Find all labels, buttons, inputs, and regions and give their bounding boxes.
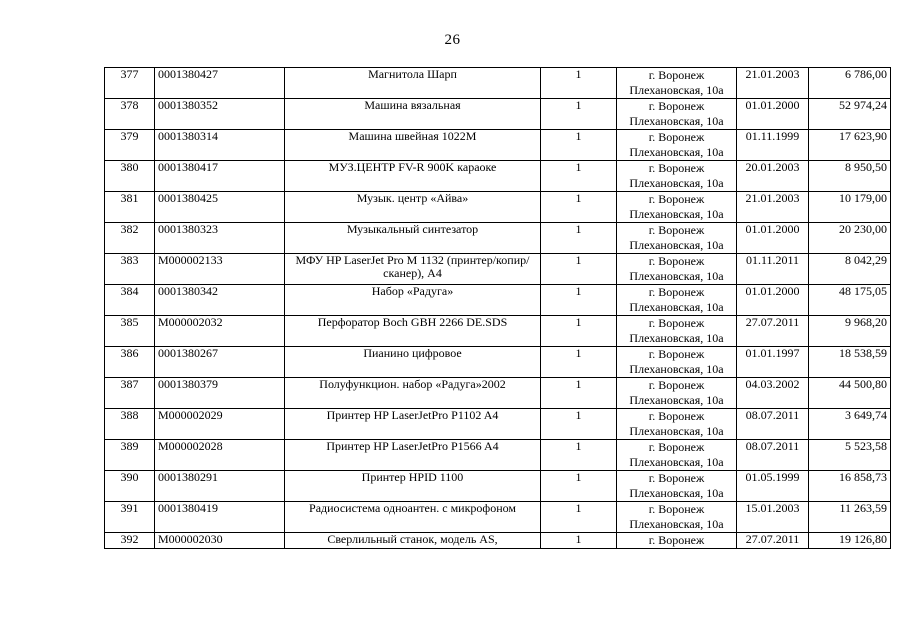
inventory-code-cell: 0001380291	[155, 471, 285, 502]
cost-cell: 9 968,20	[809, 316, 891, 347]
location-address: Плехановская, 10а	[629, 83, 724, 97]
location-cell	[617, 68, 737, 99]
row-number-cell: 391	[105, 502, 155, 533]
location-address: Плехановская, 10а	[629, 424, 724, 438]
table-row	[105, 347, 891, 378]
location-city: г. Воронеж	[648, 440, 705, 454]
cost-cell: 5 523,58	[809, 440, 891, 471]
quantity-cell: 1	[541, 223, 617, 254]
quantity-cell: 1	[541, 347, 617, 378]
date-cell: 20.01.2003	[737, 161, 809, 192]
quantity-cell: 1	[541, 130, 617, 161]
inventory-code-cell: 0001380323	[155, 223, 285, 254]
quantity-cell: 1	[541, 533, 617, 549]
location-address: Плехановская, 10а	[629, 269, 724, 283]
inventory-code-cell: M000002133	[155, 254, 285, 285]
table-row	[105, 285, 891, 316]
item-name-cell: МФУ HP LaserJet Pro M 1132 (принтер/копир/сканер), А4	[285, 254, 541, 285]
location-address: Плехановская, 10а	[629, 114, 724, 128]
inventory-table	[104, 67, 891, 549]
item-name-cell: Машина вязальная	[285, 99, 541, 130]
date-cell: 08.07.2011	[737, 440, 809, 471]
location-cell	[617, 533, 737, 549]
table-row	[105, 316, 891, 347]
cost-cell: 48 175,05	[809, 285, 891, 316]
quantity-cell: 1	[541, 502, 617, 533]
quantity-cell: 1	[541, 99, 617, 130]
quantity-cell: 1	[541, 192, 617, 223]
date-cell: 27.07.2011	[737, 533, 809, 549]
item-name-cell: Магнитола Шарп	[285, 68, 541, 99]
location-city: г. Воронеж	[648, 254, 705, 268]
cost-cell: 19 126,80	[809, 533, 891, 549]
inventory-code-cell: M000002029	[155, 409, 285, 440]
inventory-code-cell: 0001380427	[155, 68, 285, 99]
date-cell: 01.11.2011	[737, 254, 809, 285]
table-row	[105, 223, 891, 254]
row-number-cell: 392	[105, 533, 155, 549]
inventory-code-cell: M000002032	[155, 316, 285, 347]
table-row	[105, 130, 891, 161]
row-number-cell: 386	[105, 347, 155, 378]
location-city: г. Воронеж	[648, 192, 705, 206]
location-cell	[617, 285, 737, 316]
location-city: г. Воронеж	[648, 130, 705, 144]
location-city: г. Воронеж	[648, 99, 705, 113]
row-number-cell: 379	[105, 130, 155, 161]
date-cell: 01.01.2000	[737, 285, 809, 316]
location-cell	[617, 316, 737, 347]
date-cell: 01.01.1997	[737, 347, 809, 378]
row-number-cell: 387	[105, 378, 155, 409]
row-number-cell: 385	[105, 316, 155, 347]
date-cell: 21.01.2003	[737, 68, 809, 99]
table-row	[105, 99, 891, 130]
inventory-code-cell: 0001380267	[155, 347, 285, 378]
item-name-cell: Перфоратор Boch GBH 2266 DE.SDS	[285, 316, 541, 347]
cost-cell: 18 538,59	[809, 347, 891, 378]
quantity-cell: 1	[541, 285, 617, 316]
location-address: Плехановская, 10а	[629, 362, 724, 376]
location-address: Плехановская, 10а	[629, 145, 724, 159]
location-cell	[617, 192, 737, 223]
inventory-code-cell: M000002028	[155, 440, 285, 471]
location-cell	[617, 409, 737, 440]
quantity-cell: 1	[541, 409, 617, 440]
item-name-cell: Полуфункцион. набор «Радуга»2002	[285, 378, 541, 409]
date-cell: 01.01.2000	[737, 99, 809, 130]
location-city: г. Воронеж	[648, 533, 705, 547]
location-address: Плехановская, 10а	[629, 517, 724, 531]
table-row	[105, 471, 891, 502]
quantity-cell: 1	[541, 471, 617, 502]
row-number-cell: 388	[105, 409, 155, 440]
location-address: Плехановская, 10а	[629, 486, 724, 500]
row-number-cell: 384	[105, 285, 155, 316]
item-name-cell: Набор «Радуга»	[285, 285, 541, 316]
cost-cell: 44 500,80	[809, 378, 891, 409]
location-address: Плехановская, 10а	[629, 176, 724, 190]
cost-cell: 17 623,90	[809, 130, 891, 161]
inventory-code-cell: 0001380425	[155, 192, 285, 223]
cost-cell: 3 649,74	[809, 409, 891, 440]
location-city: г. Воронеж	[648, 347, 705, 361]
row-number-cell: 382	[105, 223, 155, 254]
row-number-cell: 390	[105, 471, 155, 502]
table-row	[105, 440, 891, 471]
location-city: г. Воронеж	[648, 502, 705, 516]
location-city: г. Воронеж	[648, 409, 705, 423]
inventory-code-cell: 0001380314	[155, 130, 285, 161]
item-name-cell: МУЗ.ЦЕНТР FV-R 900K караоке	[285, 161, 541, 192]
inventory-code-cell: 0001380379	[155, 378, 285, 409]
cost-cell: 16 858,73	[809, 471, 891, 502]
quantity-cell: 1	[541, 68, 617, 99]
cost-cell: 6 786,00	[809, 68, 891, 99]
quantity-cell: 1	[541, 440, 617, 471]
item-name-cell: Сверлильный станок, модель AS,	[285, 533, 541, 549]
table-row	[105, 192, 891, 223]
date-cell: 01.11.1999	[737, 130, 809, 161]
table-row	[105, 409, 891, 440]
row-number-cell: 383	[105, 254, 155, 285]
inventory-code-cell: 0001380419	[155, 502, 285, 533]
location-city: г. Воронеж	[648, 223, 705, 237]
date-cell: 27.07.2011	[737, 316, 809, 347]
cost-cell: 52 974,24	[809, 99, 891, 130]
item-name-cell: Принтер HP LaserJetPro P1566 A4	[285, 440, 541, 471]
inventory-code-cell: 0001380352	[155, 99, 285, 130]
location-cell	[617, 440, 737, 471]
location-city: г. Воронеж	[648, 471, 705, 485]
location-cell	[617, 161, 737, 192]
date-cell: 04.03.2002	[737, 378, 809, 409]
row-number-cell: 389	[105, 440, 155, 471]
inventory-code-cell: 0001380342	[155, 285, 285, 316]
location-cell	[617, 99, 737, 130]
location-city: г. Воронеж	[648, 68, 705, 82]
row-number-cell: 378	[105, 99, 155, 130]
date-cell: 01.01.2000	[737, 223, 809, 254]
quantity-cell: 1	[541, 378, 617, 409]
item-name-cell: Машина швейная 1022М	[285, 130, 541, 161]
location-city: г. Воронеж	[648, 161, 705, 175]
cost-cell: 8 950,50	[809, 161, 891, 192]
location-address: Плехановская, 10а	[629, 331, 724, 345]
table-row	[105, 502, 891, 533]
cost-cell: 20 230,00	[809, 223, 891, 254]
inventory-code-cell: M000002030	[155, 533, 285, 549]
date-cell: 21.01.2003	[737, 192, 809, 223]
table-row	[105, 533, 891, 549]
table-row	[105, 254, 891, 285]
item-name-cell: Радиосистема одноантен. с микрофоном	[285, 502, 541, 533]
location-cell	[617, 471, 737, 502]
item-name-cell: Пианино цифровое	[285, 347, 541, 378]
location-cell	[617, 347, 737, 378]
location-city: г. Воронеж	[648, 285, 705, 299]
row-number-cell: 380	[105, 161, 155, 192]
quantity-cell: 1	[541, 316, 617, 347]
location-address: Плехановская, 10а	[629, 393, 724, 407]
quantity-cell: 1	[541, 254, 617, 285]
row-number-cell: 377	[105, 68, 155, 99]
table-row	[105, 378, 891, 409]
location-cell	[617, 130, 737, 161]
cost-cell: 10 179,00	[809, 192, 891, 223]
cost-cell: 11 263,59	[809, 502, 891, 533]
date-cell: 15.01.2003	[737, 502, 809, 533]
page-number: 26	[444, 32, 461, 48]
row-number-cell: 381	[105, 192, 155, 223]
location-address: Плехановская, 10а	[629, 455, 724, 469]
table-row	[105, 68, 891, 99]
location-cell	[617, 254, 737, 285]
date-cell: 08.07.2011	[737, 409, 809, 440]
table-row	[105, 161, 891, 192]
location-address: Плехановская, 10а	[629, 238, 724, 252]
date-cell: 01.05.1999	[737, 471, 809, 502]
location-cell	[617, 502, 737, 533]
location-city: г. Воронеж	[648, 316, 705, 330]
location-cell	[617, 223, 737, 254]
location-cell	[617, 378, 737, 409]
item-name-cell: Музыкальный синтезатор	[285, 223, 541, 254]
location-city: г. Воронеж	[648, 378, 705, 392]
location-address: Плехановская, 10а	[629, 300, 724, 314]
cost-cell: 8 042,29	[809, 254, 891, 285]
location-address: Плехановская, 10а	[629, 207, 724, 221]
item-name-cell: Принтер HPID 1100	[285, 471, 541, 502]
inventory-code-cell: 0001380417	[155, 161, 285, 192]
item-name-cell: Принтер HP LaserJetPro P1102 A4	[285, 409, 541, 440]
quantity-cell: 1	[541, 161, 617, 192]
item-name-cell: Музык. центр «Айва»	[285, 192, 541, 223]
